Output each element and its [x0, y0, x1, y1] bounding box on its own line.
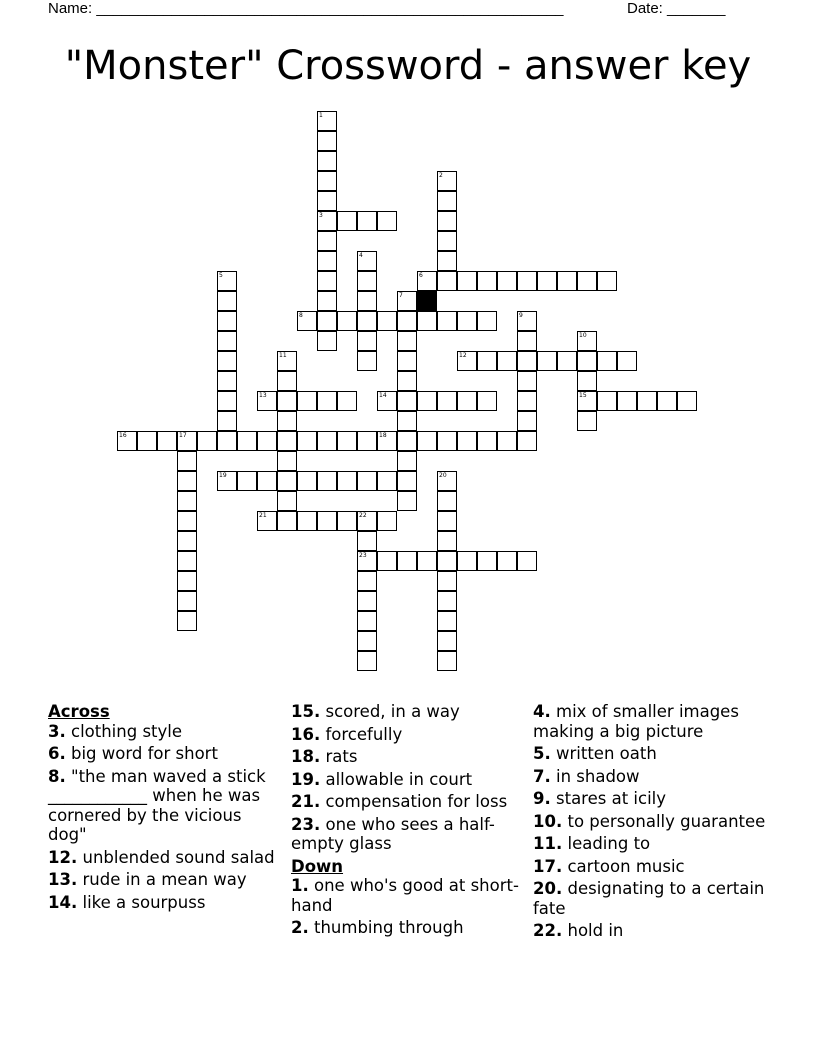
- grid-cell[interactable]: [217, 431, 237, 451]
- grid-cell[interactable]: [497, 271, 517, 291]
- grid-cell[interactable]: [437, 491, 457, 511]
- grid-cell[interactable]: [577, 271, 597, 291]
- grid-cell[interactable]: [277, 431, 297, 451]
- clue-across-23: 23. one who sees a half-empty glass: [291, 814, 495, 853]
- grid-cell[interactable]: [317, 151, 337, 171]
- grid-cell[interactable]: [397, 391, 417, 411]
- grid-cell[interactable]: [437, 431, 457, 451]
- grid-cell[interactable]: [517, 431, 537, 451]
- grid-cell[interactable]: [197, 431, 217, 451]
- grid-cell[interactable]: [397, 351, 417, 371]
- grid-cell[interactable]: [577, 411, 597, 431]
- grid-cell[interactable]: [277, 411, 297, 431]
- grid-cell[interactable]: [357, 551, 377, 571]
- clue-across-14: 14. like a sourpuss: [48, 892, 206, 912]
- grid-cell[interactable]: [597, 351, 617, 371]
- grid-cell[interactable]: [657, 391, 677, 411]
- grid-cell[interactable]: [437, 471, 457, 491]
- grid-cell[interactable]: [177, 471, 197, 491]
- grid-cell[interactable]: [517, 311, 537, 331]
- grid-cell[interactable]: [277, 371, 297, 391]
- clue-across-21: 21. compensation for loss: [291, 792, 508, 811]
- grid-cell[interactable]: [497, 431, 517, 451]
- grid-cell[interactable]: [177, 491, 197, 511]
- grid-cell[interactable]: [437, 631, 457, 651]
- grid-cell[interactable]: [217, 371, 237, 391]
- grid-cell[interactable]: [277, 491, 297, 511]
- clue-across-13: 13. rude in a mean way: [48, 870, 247, 889]
- grid-cell[interactable]: [457, 391, 477, 411]
- grid-cell[interactable]: [417, 431, 437, 451]
- clue-number: 16: [119, 432, 127, 439]
- grid-cell[interactable]: [257, 511, 277, 531]
- grid-cell[interactable]: [437, 231, 457, 251]
- grid-cell[interactable]: [477, 271, 497, 291]
- grid-cell[interactable]: [257, 471, 277, 491]
- grid-cell[interactable]: [577, 391, 597, 411]
- grid-cell[interactable]: [437, 511, 457, 531]
- grid-cell[interactable]: [377, 311, 397, 331]
- grid-cell[interactable]: [237, 431, 257, 451]
- grid-cell[interactable]: [217, 311, 237, 331]
- grid-cell[interactable]: [217, 291, 237, 311]
- clue-across-19: 19. allowable in court: [291, 769, 473, 789]
- clue-down-22: 22. hold in: [533, 921, 624, 940]
- grid-cell[interactable]: [397, 491, 417, 511]
- grid-cell[interactable]: [517, 371, 537, 391]
- grid-cell[interactable]: [317, 131, 337, 151]
- grid-cell[interactable]: [437, 551, 457, 571]
- grid-cell[interactable]: [577, 331, 597, 351]
- black-cell: [417, 291, 437, 311]
- clue-column-2: [291, 702, 523, 941]
- clue-number: 13: [259, 392, 267, 399]
- clue-number: 10: [579, 332, 587, 339]
- clue-down-10: 10. to personally guarantee: [533, 811, 766, 831]
- grid-cell[interactable]: [577, 371, 597, 391]
- clue-down-1: 1. one who's good at short-hand: [291, 876, 519, 915]
- grid-cell[interactable]: [637, 391, 657, 411]
- grid-cell[interactable]: [357, 431, 377, 451]
- grid-cell[interactable]: [357, 511, 377, 531]
- grid-cell[interactable]: [537, 351, 557, 371]
- grid-cell[interactable]: [277, 351, 297, 371]
- grid-cell[interactable]: [557, 271, 577, 291]
- grid-cell[interactable]: [357, 651, 377, 671]
- grid-cell[interactable]: [357, 251, 377, 271]
- clue-number: 22: [359, 512, 367, 519]
- grid-cell[interactable]: [437, 171, 457, 191]
- clue-number: 6: [419, 272, 423, 279]
- clue-down-7: 7. in shadow: [533, 766, 640, 786]
- clue-down-17: 17. cartoon music: [533, 856, 685, 876]
- grid-cell[interactable]: [357, 531, 377, 551]
- clue-across-16: 16. forcefully: [291, 724, 403, 744]
- clue-across-18: 18. rats: [291, 747, 358, 766]
- grid-cell[interactable]: [237, 471, 257, 491]
- clue-down-20: 20. designating to a certain fate: [533, 879, 765, 918]
- grid-cell[interactable]: [357, 211, 377, 231]
- grid-cell[interactable]: [457, 271, 477, 291]
- grid-cell[interactable]: [597, 391, 617, 411]
- grid-cell[interactable]: [457, 431, 477, 451]
- grid-cell[interactable]: [477, 551, 497, 571]
- grid-cell[interactable]: [317, 251, 337, 271]
- grid-cell[interactable]: [217, 411, 237, 431]
- grid-cell[interactable]: [297, 431, 317, 451]
- grid-cell[interactable]: [317, 171, 337, 191]
- clue-number: 7: [399, 292, 403, 299]
- down-heading: Down: [291, 856, 344, 876]
- grid-cell[interactable]: [497, 351, 517, 371]
- grid-cell[interactable]: [397, 551, 417, 571]
- grid-cell[interactable]: [437, 391, 457, 411]
- grid-cell[interactable]: [257, 431, 277, 451]
- clue-down-5: 5. written oath: [533, 744, 657, 763]
- grid-cell[interactable]: [317, 511, 337, 531]
- grid-cell[interactable]: [377, 431, 397, 451]
- grid-cell[interactable]: [337, 471, 357, 491]
- clue-number: 18: [379, 432, 387, 439]
- grid-cell[interactable]: [337, 431, 357, 451]
- grid-cell[interactable]: [357, 331, 377, 351]
- grid-cell[interactable]: [437, 251, 457, 271]
- clue-across-3: 3. clothing style: [48, 721, 183, 741]
- clue-number: 12: [459, 352, 467, 359]
- grid-cell[interactable]: [317, 291, 337, 311]
- grid-cell[interactable]: [377, 551, 397, 571]
- grid-cell[interactable]: [397, 291, 417, 311]
- grid-cell[interactable]: [317, 431, 337, 451]
- clue-down-9: 9. stares at icily: [533, 789, 667, 808]
- grid-cell[interactable]: [577, 351, 597, 371]
- grid-cell[interactable]: [277, 391, 297, 411]
- grid-cell[interactable]: [437, 591, 457, 611]
- clue-number: 14: [379, 392, 387, 399]
- clue-number: 1: [319, 112, 323, 119]
- clue-number: 3: [319, 212, 323, 219]
- grid-cell[interactable]: [177, 451, 197, 471]
- grid-cell[interactable]: [497, 551, 517, 571]
- clue-down-2: 2. thumbing through: [291, 918, 464, 937]
- grid-cell[interactable]: [337, 311, 357, 331]
- grid-cell[interactable]: [417, 551, 437, 571]
- grid-cell[interactable]: [317, 211, 337, 231]
- grid-cell[interactable]: [437, 211, 457, 231]
- grid-cell[interactable]: [357, 271, 377, 291]
- grid-cell[interactable]: [217, 351, 237, 371]
- grid-cell[interactable]: [257, 391, 277, 411]
- clue-number: 4: [359, 252, 363, 259]
- grid-cell[interactable]: [217, 391, 237, 411]
- clue-across-8: 8. "the man waved a stick ____________ when he was cornered by the vicious dog": [48, 766, 266, 844]
- grid-cell[interactable]: [357, 571, 377, 591]
- grid-cell[interactable]: [217, 331, 237, 351]
- grid-cell[interactable]: [417, 271, 437, 291]
- grid-cell[interactable]: [357, 311, 377, 331]
- clue-number: 15: [579, 392, 587, 399]
- grid-cell[interactable]: [517, 351, 537, 371]
- grid-cell[interactable]: [317, 391, 337, 411]
- grid-cell[interactable]: [477, 311, 497, 331]
- grid-cell[interactable]: [517, 271, 537, 291]
- grid-cell[interactable]: [397, 311, 417, 331]
- clue-number: 19: [219, 472, 227, 479]
- grid-cell[interactable]: [537, 271, 557, 291]
- clue-column-3: [533, 702, 773, 944]
- grid-cell[interactable]: [517, 391, 537, 411]
- grid-cell[interactable]: [177, 591, 197, 611]
- grid-cell[interactable]: [397, 371, 417, 391]
- grid-cell[interactable]: [557, 351, 577, 371]
- grid-cell[interactable]: [317, 331, 337, 351]
- grid-cell[interactable]: [317, 271, 337, 291]
- grid-cell[interactable]: [597, 271, 617, 291]
- grid-cell[interactable]: [357, 591, 377, 611]
- grid-cell[interactable]: [277, 471, 297, 491]
- grid-cell[interactable]: [297, 471, 317, 491]
- grid-cell[interactable]: [397, 471, 417, 491]
- clue-across-12: 12. unblended sound salad: [48, 847, 275, 867]
- grid-cell[interactable]: [517, 551, 537, 571]
- grid-cell[interactable]: [477, 431, 497, 451]
- clue-number: 8: [299, 312, 303, 319]
- grid-cell[interactable]: [417, 311, 437, 331]
- name-line: Name: ________________________________________________________: [48, 0, 564, 17]
- grid-cell[interactable]: [357, 471, 377, 491]
- clue-number: 5: [219, 272, 223, 279]
- grid-cell[interactable]: [377, 511, 397, 531]
- clue-number: 20: [439, 472, 447, 479]
- grid-cell[interactable]: [317, 311, 337, 331]
- grid-cell[interactable]: [177, 551, 197, 571]
- grid-cell[interactable]: [457, 351, 477, 371]
- grid-cell[interactable]: [317, 231, 337, 251]
- grid-cell[interactable]: [337, 511, 357, 531]
- grid-cell[interactable]: [357, 351, 377, 371]
- grid-cell[interactable]: [177, 611, 197, 631]
- grid-cell[interactable]: [177, 431, 197, 451]
- clue-across-15: 15. scored, in a way: [291, 702, 460, 721]
- grid-cell[interactable]: [437, 571, 457, 591]
- grid-cell[interactable]: [337, 391, 357, 411]
- grid-cell[interactable]: [617, 351, 637, 371]
- grid-cell[interactable]: [117, 431, 137, 451]
- clue-number: 11: [279, 352, 287, 359]
- grid-cell[interactable]: [337, 211, 357, 231]
- grid-cell[interactable]: [437, 531, 457, 551]
- clue-column-1: [48, 702, 278, 915]
- grid-cell[interactable]: [517, 411, 537, 431]
- grid-cell[interactable]: [217, 271, 237, 291]
- grid-cell[interactable]: [297, 391, 317, 411]
- clue-down-4: 4. mix of smaller images making a big picture: [533, 702, 739, 741]
- page-title: "Monster" Crossword - answer key: [64, 43, 752, 89]
- grid-cell[interactable]: [297, 311, 317, 331]
- clue-number: 9: [519, 312, 523, 319]
- grid-cell[interactable]: [437, 651, 457, 671]
- grid-cell[interactable]: [437, 311, 457, 331]
- grid-cell[interactable]: [397, 451, 417, 471]
- grid-cell[interactable]: [617, 391, 637, 411]
- grid-cell[interactable]: [437, 611, 457, 631]
- grid-cell[interactable]: [177, 571, 197, 591]
- grid-cell[interactable]: [397, 411, 417, 431]
- clue-number: 2: [439, 172, 443, 179]
- grid-cell[interactable]: [477, 391, 497, 411]
- grid-cell[interactable]: [297, 511, 317, 531]
- grid-cell[interactable]: [437, 191, 457, 211]
- grid-cell[interactable]: [477, 351, 497, 371]
- grid-cell[interactable]: [357, 291, 377, 311]
- grid-cell[interactable]: [177, 531, 197, 551]
- grid-cell[interactable]: [317, 471, 337, 491]
- grid-cell[interactable]: [397, 431, 417, 451]
- clue-number: 17: [179, 432, 187, 439]
- grid-cell[interactable]: [457, 551, 477, 571]
- clue-number: 21: [259, 512, 267, 519]
- grid-cell[interactable]: [277, 451, 297, 471]
- grid-cell[interactable]: [377, 391, 397, 411]
- grid-cell[interactable]: [457, 311, 477, 331]
- grid-cell[interactable]: [677, 391, 697, 411]
- clue-number: 23: [359, 552, 367, 559]
- grid-cell[interactable]: [137, 431, 157, 451]
- grid-cell[interactable]: [317, 111, 337, 131]
- grid-cell[interactable]: [517, 331, 537, 351]
- grid-cell[interactable]: [317, 191, 337, 211]
- grid-cell[interactable]: [157, 431, 177, 451]
- grid-cell[interactable]: [357, 611, 377, 631]
- date-line: Date: _______: [627, 0, 726, 17]
- clue-across-6: 6. big word for short: [48, 744, 218, 763]
- grid-cell[interactable]: [417, 391, 437, 411]
- grid-cell[interactable]: [437, 271, 457, 291]
- grid-cell[interactable]: [217, 471, 237, 491]
- grid-cell[interactable]: [397, 331, 417, 351]
- grid-cell[interactable]: [377, 471, 397, 491]
- grid-cell[interactable]: [377, 211, 397, 231]
- grid-cell[interactable]: [357, 631, 377, 651]
- across-heading: Across: [48, 702, 110, 721]
- clue-down-11: 11. leading to: [533, 834, 651, 853]
- grid-cell[interactable]: [277, 511, 297, 531]
- grid-cell[interactable]: [177, 511, 197, 531]
